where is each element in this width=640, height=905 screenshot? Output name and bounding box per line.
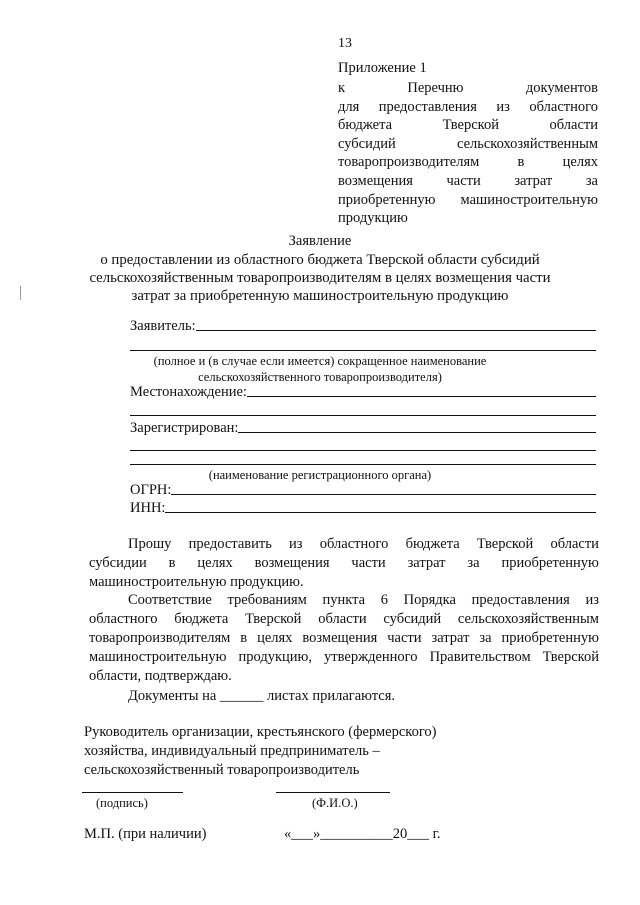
ogrn-label: ОГРН: <box>130 482 172 498</box>
appendix-line: к Перечню документов <box>338 80 598 96</box>
date-line: «___»__________20___ г. <box>284 826 441 842</box>
registered-label: Зарегистрирован: <box>130 420 239 436</box>
paragraph-line: машиностроительную продукцию, утвержденного Правительством Тверской <box>89 649 599 665</box>
appendix-line: товаропроизводителям в целях <box>338 154 598 171</box>
signer-line: сельскохозяйственный товаропроизводитель <box>84 762 360 778</box>
paragraph-line: Соответствие требованиям пункта 6 Порядка предоставления из <box>128 592 599 608</box>
location-label: Местонахождение: <box>130 384 247 400</box>
signature-line[interactable] <box>82 792 183 793</box>
registered-input-line-2[interactable] <box>130 450 596 451</box>
compliance-paragraph <box>89 591 599 686</box>
applicant-note-line: сельскохозяйственного товаропроизводителя) <box>198 369 442 384</box>
paragraph-line: областного бюджета Тверской области субсидий сельскохозяйственным <box>89 611 599 627</box>
request-paragraph <box>89 535 599 592</box>
applicant-row <box>130 318 596 335</box>
applicant-note <box>0 354 640 385</box>
stamp-label: М.П. (при наличии) <box>84 826 207 842</box>
appendix-reference <box>338 79 598 228</box>
applicant-input-line-2[interactable] <box>130 350 596 351</box>
paragraph-line: субсидии в целях возмещения части затрат за приобретенную <box>89 555 599 571</box>
paragraph-line: товаропроизводителям в целях возмещения части затрат за приобретенную <box>89 630 599 646</box>
name-label: (Ф.И.О.) <box>312 796 358 810</box>
registered-input-line-3[interactable] <box>130 464 596 465</box>
inn-label: ИНН: <box>130 500 166 516</box>
applicant-input-line[interactable] <box>196 329 596 331</box>
location-input-line-2[interactable] <box>130 415 596 416</box>
heading-line-1: о предоставлении из областного бюджета Тверской области субсидий <box>100 252 540 268</box>
signer-block <box>84 723 437 780</box>
heading-line-2: сельскохозяйственным товаропроизводителям в целях возмещения части <box>89 270 551 286</box>
inn-row <box>130 500 596 517</box>
appendix-line: бюджета Тверской области <box>338 117 598 134</box>
inn-input-line[interactable] <box>165 511 596 513</box>
appendix-line: приобретенную машиностроительную <box>338 191 598 208</box>
signer-line: Руководитель организации, крестьянского (фермерского) <box>84 724 437 740</box>
location-input-line[interactable] <box>247 395 596 397</box>
appendix-line: возмещения части затрат за <box>338 172 598 189</box>
documents-line: Документы на ______ листах прилагаются. <box>128 688 396 704</box>
heading-line-3: затрат за приобретенную машиностроительную продукцию <box>131 288 509 304</box>
paragraph-line: области, подтверждаю. <box>89 668 232 684</box>
registered-input-line[interactable] <box>238 431 596 433</box>
signature-label: (подпись) <box>96 796 148 810</box>
appendix-line: субсидий сельскохозяйственным <box>338 135 598 152</box>
ogrn-row <box>130 482 596 499</box>
applicant-label: Заявитель: <box>130 318 196 334</box>
name-line[interactable] <box>276 792 390 793</box>
applicant-note-line: (полное и (в случае если имеется) сокращенное наименование <box>153 354 487 368</box>
paragraph-line: Прошу предоставить из областного бюджета Тверской области <box>128 536 599 552</box>
ogrn-input-line[interactable] <box>171 493 596 495</box>
appendix-title: Приложение 1 <box>338 60 427 76</box>
appendix-line: продукцию <box>338 210 408 227</box>
appendix-line: для предоставления из областного <box>338 98 598 115</box>
signer-line: хозяйства, индивидуальный предприниматель – <box>84 743 380 759</box>
page-number: 13 <box>338 36 352 51</box>
location-row <box>130 384 596 401</box>
scan-mark <box>20 286 21 300</box>
registered-row <box>130 420 596 437</box>
registration-note: (наименование регистрационного органа) <box>208 468 432 482</box>
document-title: Заявление <box>288 233 352 249</box>
paragraph-line: машиностроительную продукцию. <box>89 574 304 590</box>
